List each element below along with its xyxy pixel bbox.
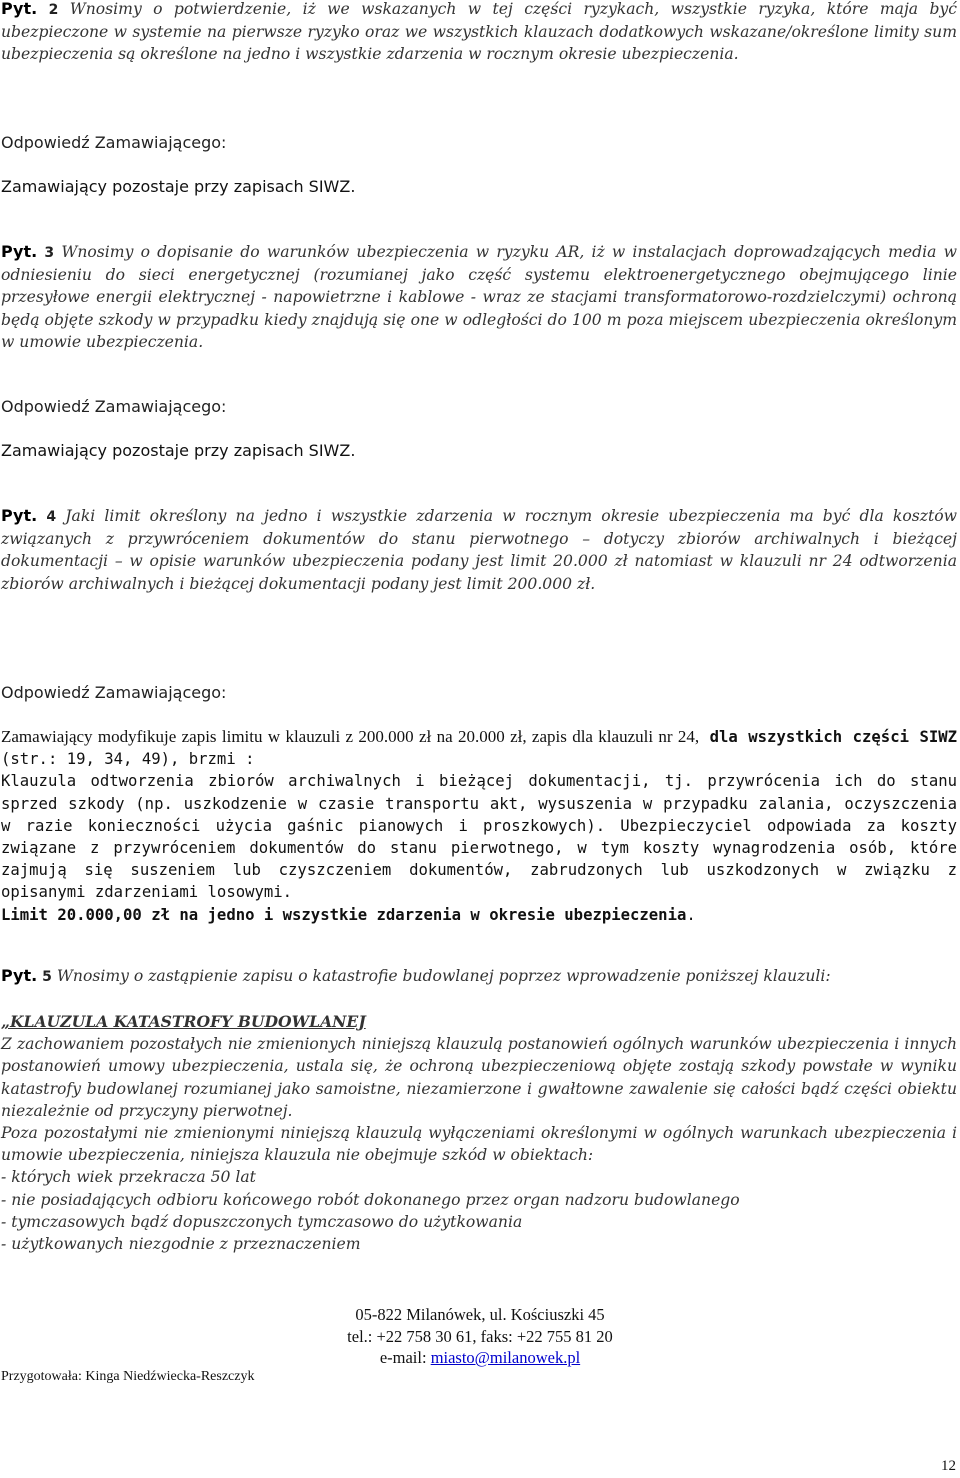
question-2 — [1, 0, 957, 66]
question-label: Pyt. — [1, 242, 38, 261]
answer-limit: Limit 20.000,00 zł na jedno i wszystkie zdarzenia w okresie ubezpieczenia — [1, 905, 687, 924]
question-number: 4 — [46, 509, 57, 525]
answer-clause: Klauzula odtworzenia zbiorów archiwalnych i bieżącej dokumentacji, tj. przywrócenia ich do stanu sprzed szkody (np. uszkodzenie w czasie transportu akt, wysuszenia w przypadku zalania, oczyszczenia w razie konieczności użycia gaśnic pianowych i proszkowych). Ubezpieczyciel odpowiada za koszty związane z przywróceniem dokumentów do stanu pierwotnego, w tym koszty wynagrodzenia osób, które zajmują się suszeniem lub czyszczeniem dokumentów, zabrudzonych lub uszkodzonych w związku z opisanymi zdarzeniami losowymi. — [1, 772, 957, 902]
question-text: Wnosimy o dopisanie do warunków ubezpieczenia w ryzyku AR, iż w instalacjach doprowadzających media w odniesieniu do sieci energetycznej (rozumianej jako część systemu elektroenergetycznego obejmującego linie przesyłowe energii elektrycznej - napowietrzne i kablowe - wraz ze stacjami transformatorowo-rozdzielczymi) ochroną będą objęte szkody w przypadku kiedy znajdują się one w odległości do 100 m poza miejscem ubezpieczenia określonym w umowie ubezpieczenia. — [1, 243, 957, 351]
question-label: Pyt. — [1, 0, 38, 18]
footer-email-label: e-mail: — [379, 1348, 427, 1367]
list-item: - nie posiadających odbioru końcowego robót dokonanego przez organ nadzoru budowlanego — [1, 1190, 740, 1209]
answer-label: Odpowiedź Zamawiającego: — [1, 397, 227, 416]
question-number: 3 — [44, 245, 55, 261]
answer-block: Zamawiający modyfikuje zapis limitu w klauzuli z 200.000 zł na 20.000 zł, zapis dla klauzuli nr 24, dla wszystkich części SIWZ (str.: 19, 34, 49), brzmi : Klauzula odtworzenia zbiorów archiwalnych i bieżącej dokumentacji, tj. przywrócenia ich do stanu sprzed szkody (np. uszkodzenie w czasie transportu akt, wysuszenia w przypadku zalania, oczyszczenia w razie konieczności użycia gaśnic pianowych i proszkowych). Ubezpieczyciel odpowiada za koszty związane z przywróceniem dokumentów do stanu pierwotnego, w tym koszty wynagrodzenia osób, które zajmują się suszeniem lub czyszczeniem dokumentów, zabrudzonych lub uszkodzonych w związku z opisanymi zdarzeniami losowymi. Limit 20.000,00 zł na jedno i wszystkie zdarzenia w okresie ubezpieczenia. — [1, 727, 957, 924]
question-number: 5 — [42, 969, 52, 985]
clause-block — [1, 1011, 957, 1255]
footer-email-link[interactable]: miasto@milanowek.pl — [430, 1348, 581, 1367]
clause-paragraph: Poza pozostałymi nie zmienionymi niniejszą klauzulą wyłączeniami określonymi w ogólnych warunkach ubezpieczenia i umowie ubezpieczenia, niniejsza klauzula nie obejmuje szkód w obiektach: — [1, 1124, 957, 1165]
clause-paragraph: Z zachowaniem pozostałych nie zmienionych niniejszą klauzulą postanowień ogólnych warunków ubezpieczenia i innych postanowień umowy ubezpieczenia, ustala się, że ochroną ubezpieczeniową objęte zostają szkody powstałe w wyniku katastrofy budowlanej rozumianej jako samoistne, niezamierzone i gwałtowne zawalenie się całości bądź części obiektu niezależnie od przyczyny pierwotnej. — [1, 1035, 957, 1120]
question-3 — [1, 241, 957, 353]
question-label: Pyt. — [1, 966, 38, 985]
page-number: 12 — [941, 1458, 956, 1474]
footer-email-line — [260, 1347, 700, 1369]
answer-text: Zamawiający pozostaje przy zapisach SIWZ. — [1, 441, 356, 460]
answer-text: Zamawiający modyfikuje zapis limitu w klauzuli z 200.000 zł na 20.000 zł, zapis dla klauzuli nr 24, — [1, 727, 700, 746]
answer-emphasis: dla wszystkich części SIWZ — [709, 728, 957, 746]
list-item: - tymczasowych bądź dopuszczonych tymczasowo do użytkowania — [1, 1212, 523, 1231]
question-label: Pyt. — [1, 506, 38, 525]
list-item: - użytkowanych niezgodnie z przeznaczeniem — [1, 1235, 361, 1254]
question-5 — [1, 965, 957, 988]
clause-title: „KLAUZULA KATASTROFY BUDOWLANEJ — [1, 1012, 366, 1031]
question-number: 2 — [48, 2, 59, 18]
question-text: Wnosimy o potwierdzenie, iż we wskazanych w tej części ryzykach, wszystkie ryzyka, które maja być ubezpieczone w systemie na pierwsze ryzyko oraz we wszystkich klauzach dodatkowych wskazane/określone limity sum ubezpieczenia są określone na jedno i wszystkie zdarzenia w rocznym okresie ubezpieczenia. — [1, 0, 957, 64]
footer-prepared-by: Przygotowała: Kinga Niedźwiecka-Reszczyk — [1, 1369, 255, 1384]
answer-text: Zamawiający pozostaje przy zapisach SIWZ. — [1, 177, 356, 196]
footer-phone: tel.: +22 758 30 61, faks: +22 755 81 20 — [347, 1326, 613, 1346]
question-text: Jaki limit określony na jedno i wszystkie zdarzenia w rocznym okresie ubezpieczenia ma być dla kosztów związanych z przywróceniem dokumentów do stanu pierwotnego – dotyczy zbiorów archiwalnych i bieżącej dokumentacji – w opisie warunków ubezpieczenia podany jest limit 20.000 zł natomiast w klauzuli nr 24 odtworzenia zbiorów archiwalnych i bieżącej dokumentacji podany jest limit 200.000 zł. — [1, 507, 957, 593]
question-4 — [1, 505, 957, 595]
footer-contact — [260, 1304, 700, 1369]
question-text: Wnosimy o zastąpienie zapisu o katastrofie budowlanej poprzez wprowadzenie poniższej klauzuli: — [56, 967, 831, 985]
answer-text-cont: (str.: 19, 34, 49), brzmi : — [1, 750, 255, 769]
list-item: - których wiek przekracza 50 lat — [1, 1168, 256, 1187]
answer-label: Odpowiedź Zamawiającego: — [1, 133, 227, 152]
footer-address: 05-822 Milanówek, ul. Kościuszki 45 — [355, 1305, 605, 1324]
answer-label: Odpowiedź Zamawiającego: — [1, 683, 227, 702]
